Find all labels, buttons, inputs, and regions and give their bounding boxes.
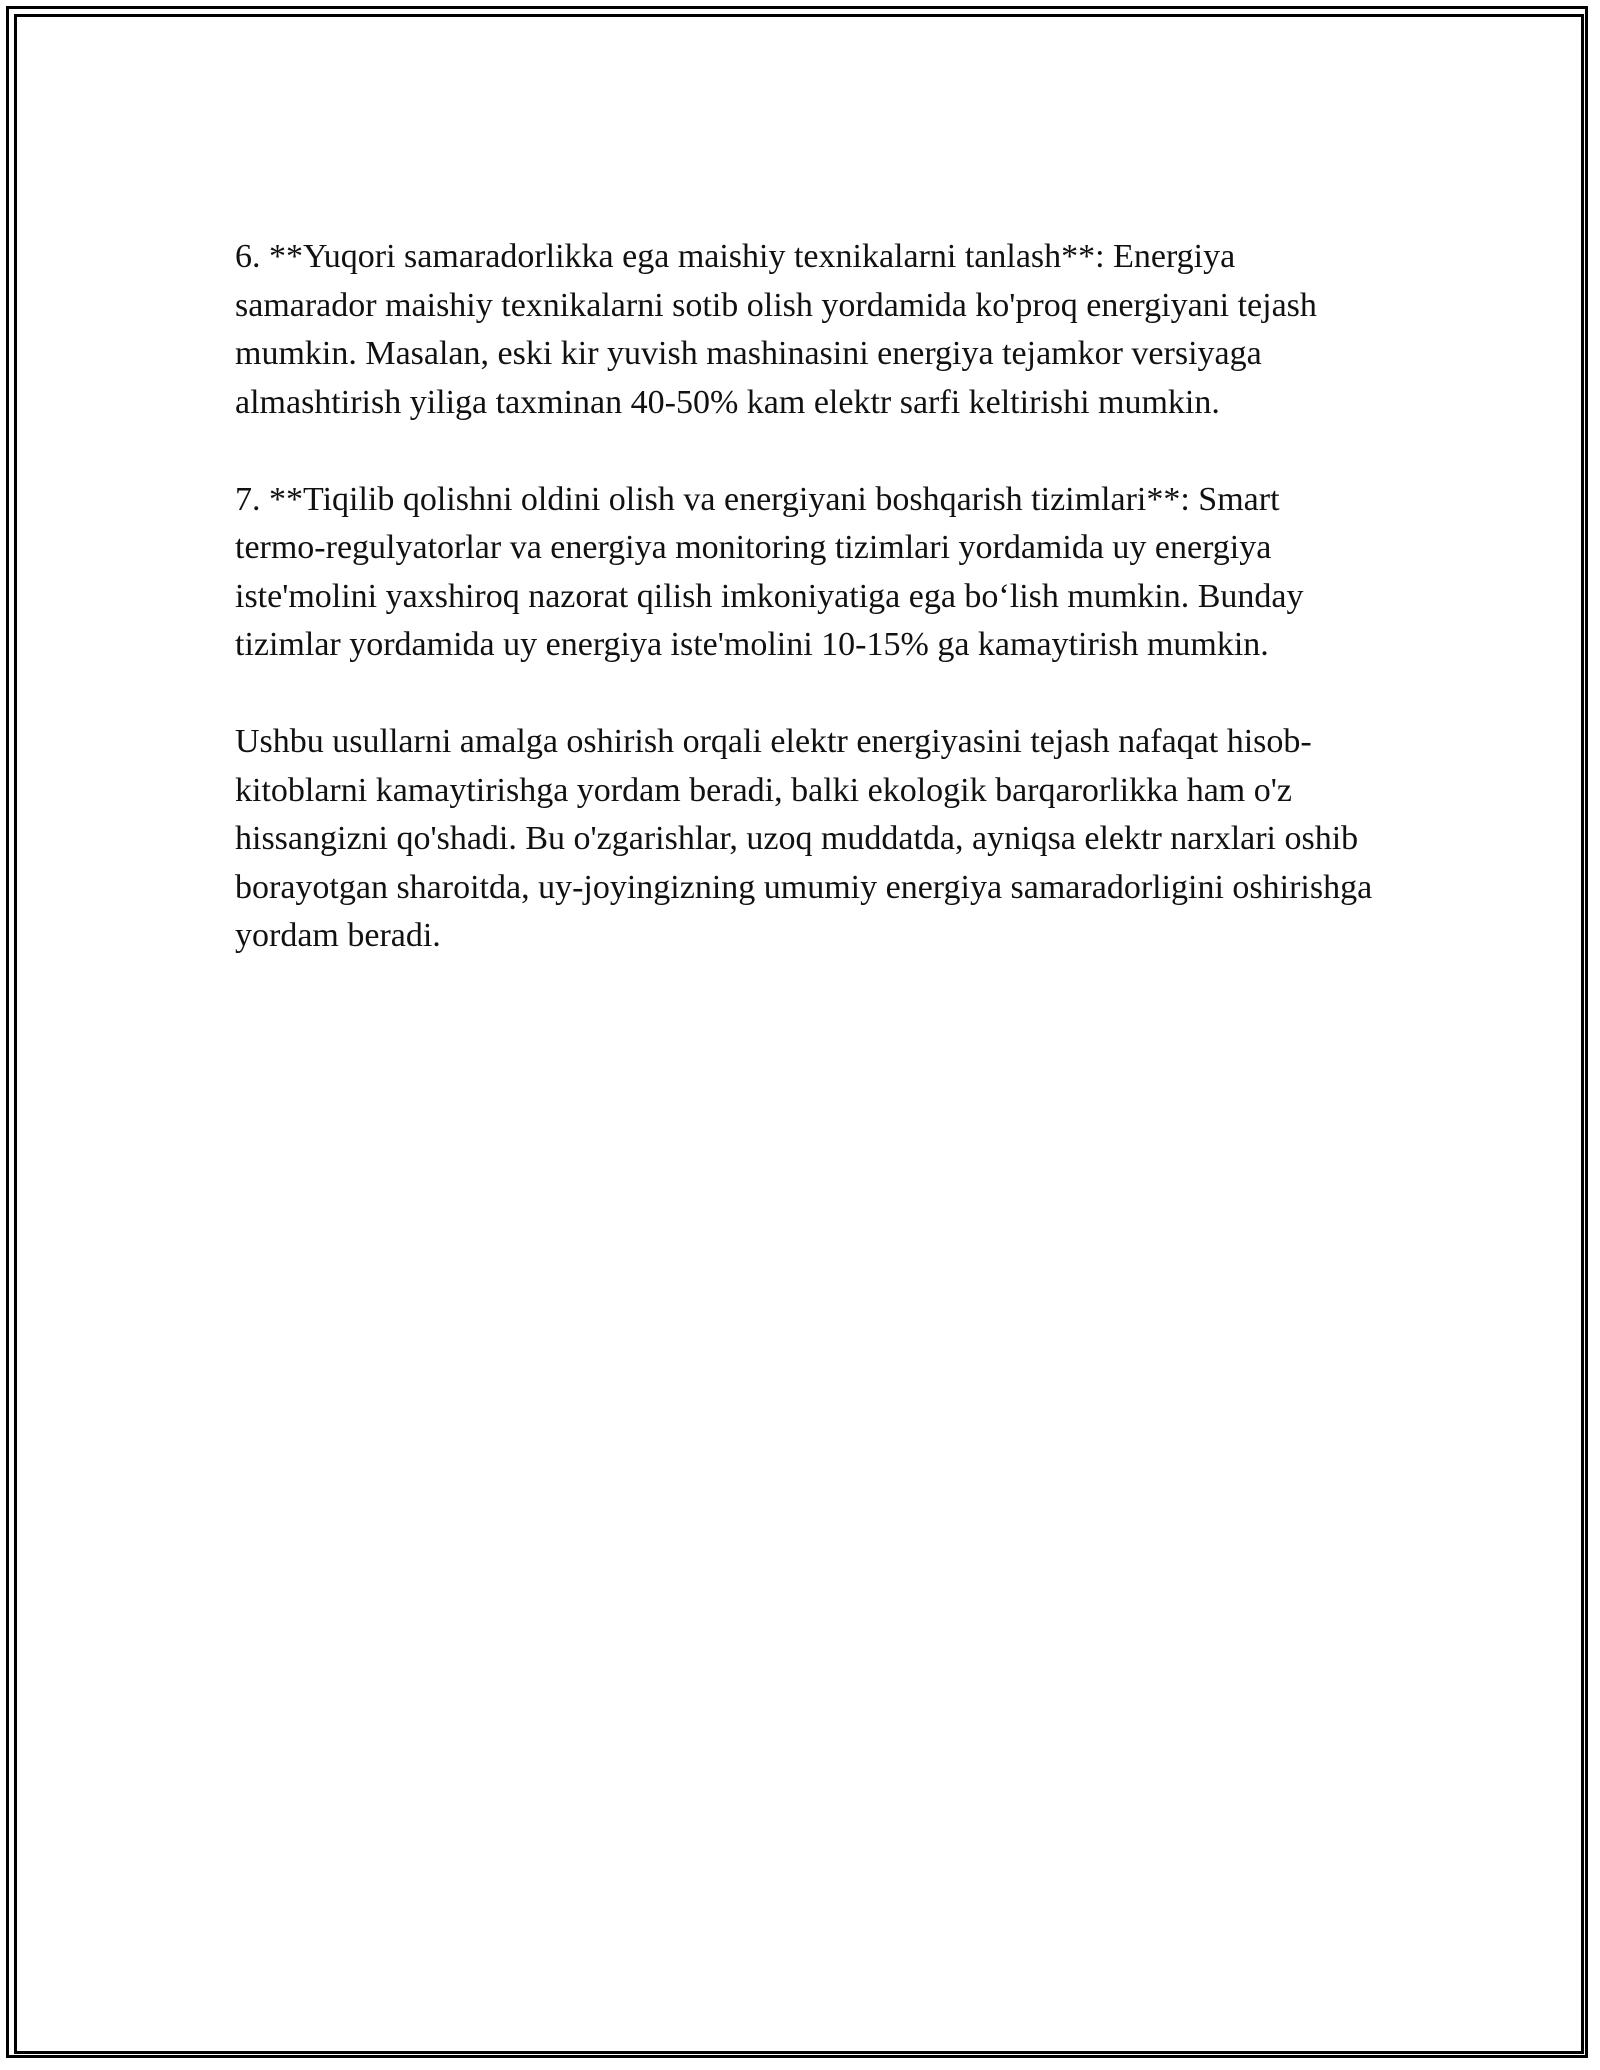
document-body <box>235 233 1375 1009</box>
paragraph-item-6: 6. **Yuqori samaradorlikka ega maishiy texnikalarni tanlash**: Energiya samarador maishiy texnikalarni sotib olish yordamida ko'proq energiyani tejash mumkin. Masalan, eski kir yuvish mashinasini energiya tejamkor versiyaga almashtirish yiliga taxminan 40-50% kam elektr sarfi keltirishi mumkin. <box>235 238 1317 421</box>
paragraph-conclusion: Ushbu usullarni amalga oshirish orqali elektr energiyasini tejash nafaqat hisob-kitoblarni kamaytirishga yordam beradi, balki ekologik barqarorlikka ham o'z hissangizni qo'shadi. Bu o'zgarishlar, uzoq muddatda, ayniqsa elektr narxlari oshib borayotgan sharoitda, uy-joyingizning umumiy energiya samaradorligini oshirishga yordam beradi. <box>235 723 1373 954</box>
paragraph-item-7: 7. **Tiqilib qolishni oldini olish va energiyani boshqarish tizimlari**: Smart termo-regulyatorlar va energiya monitoring tizimlari yordamida uy energiya iste'molini yaxshiroq nazorat qilish imkoniyatiga ega bo‘lish mumkin. Bunday tizimlar yordamida uy energiya iste'molini 10-15% ga kamaytirish mumkin. <box>235 480 1304 663</box>
